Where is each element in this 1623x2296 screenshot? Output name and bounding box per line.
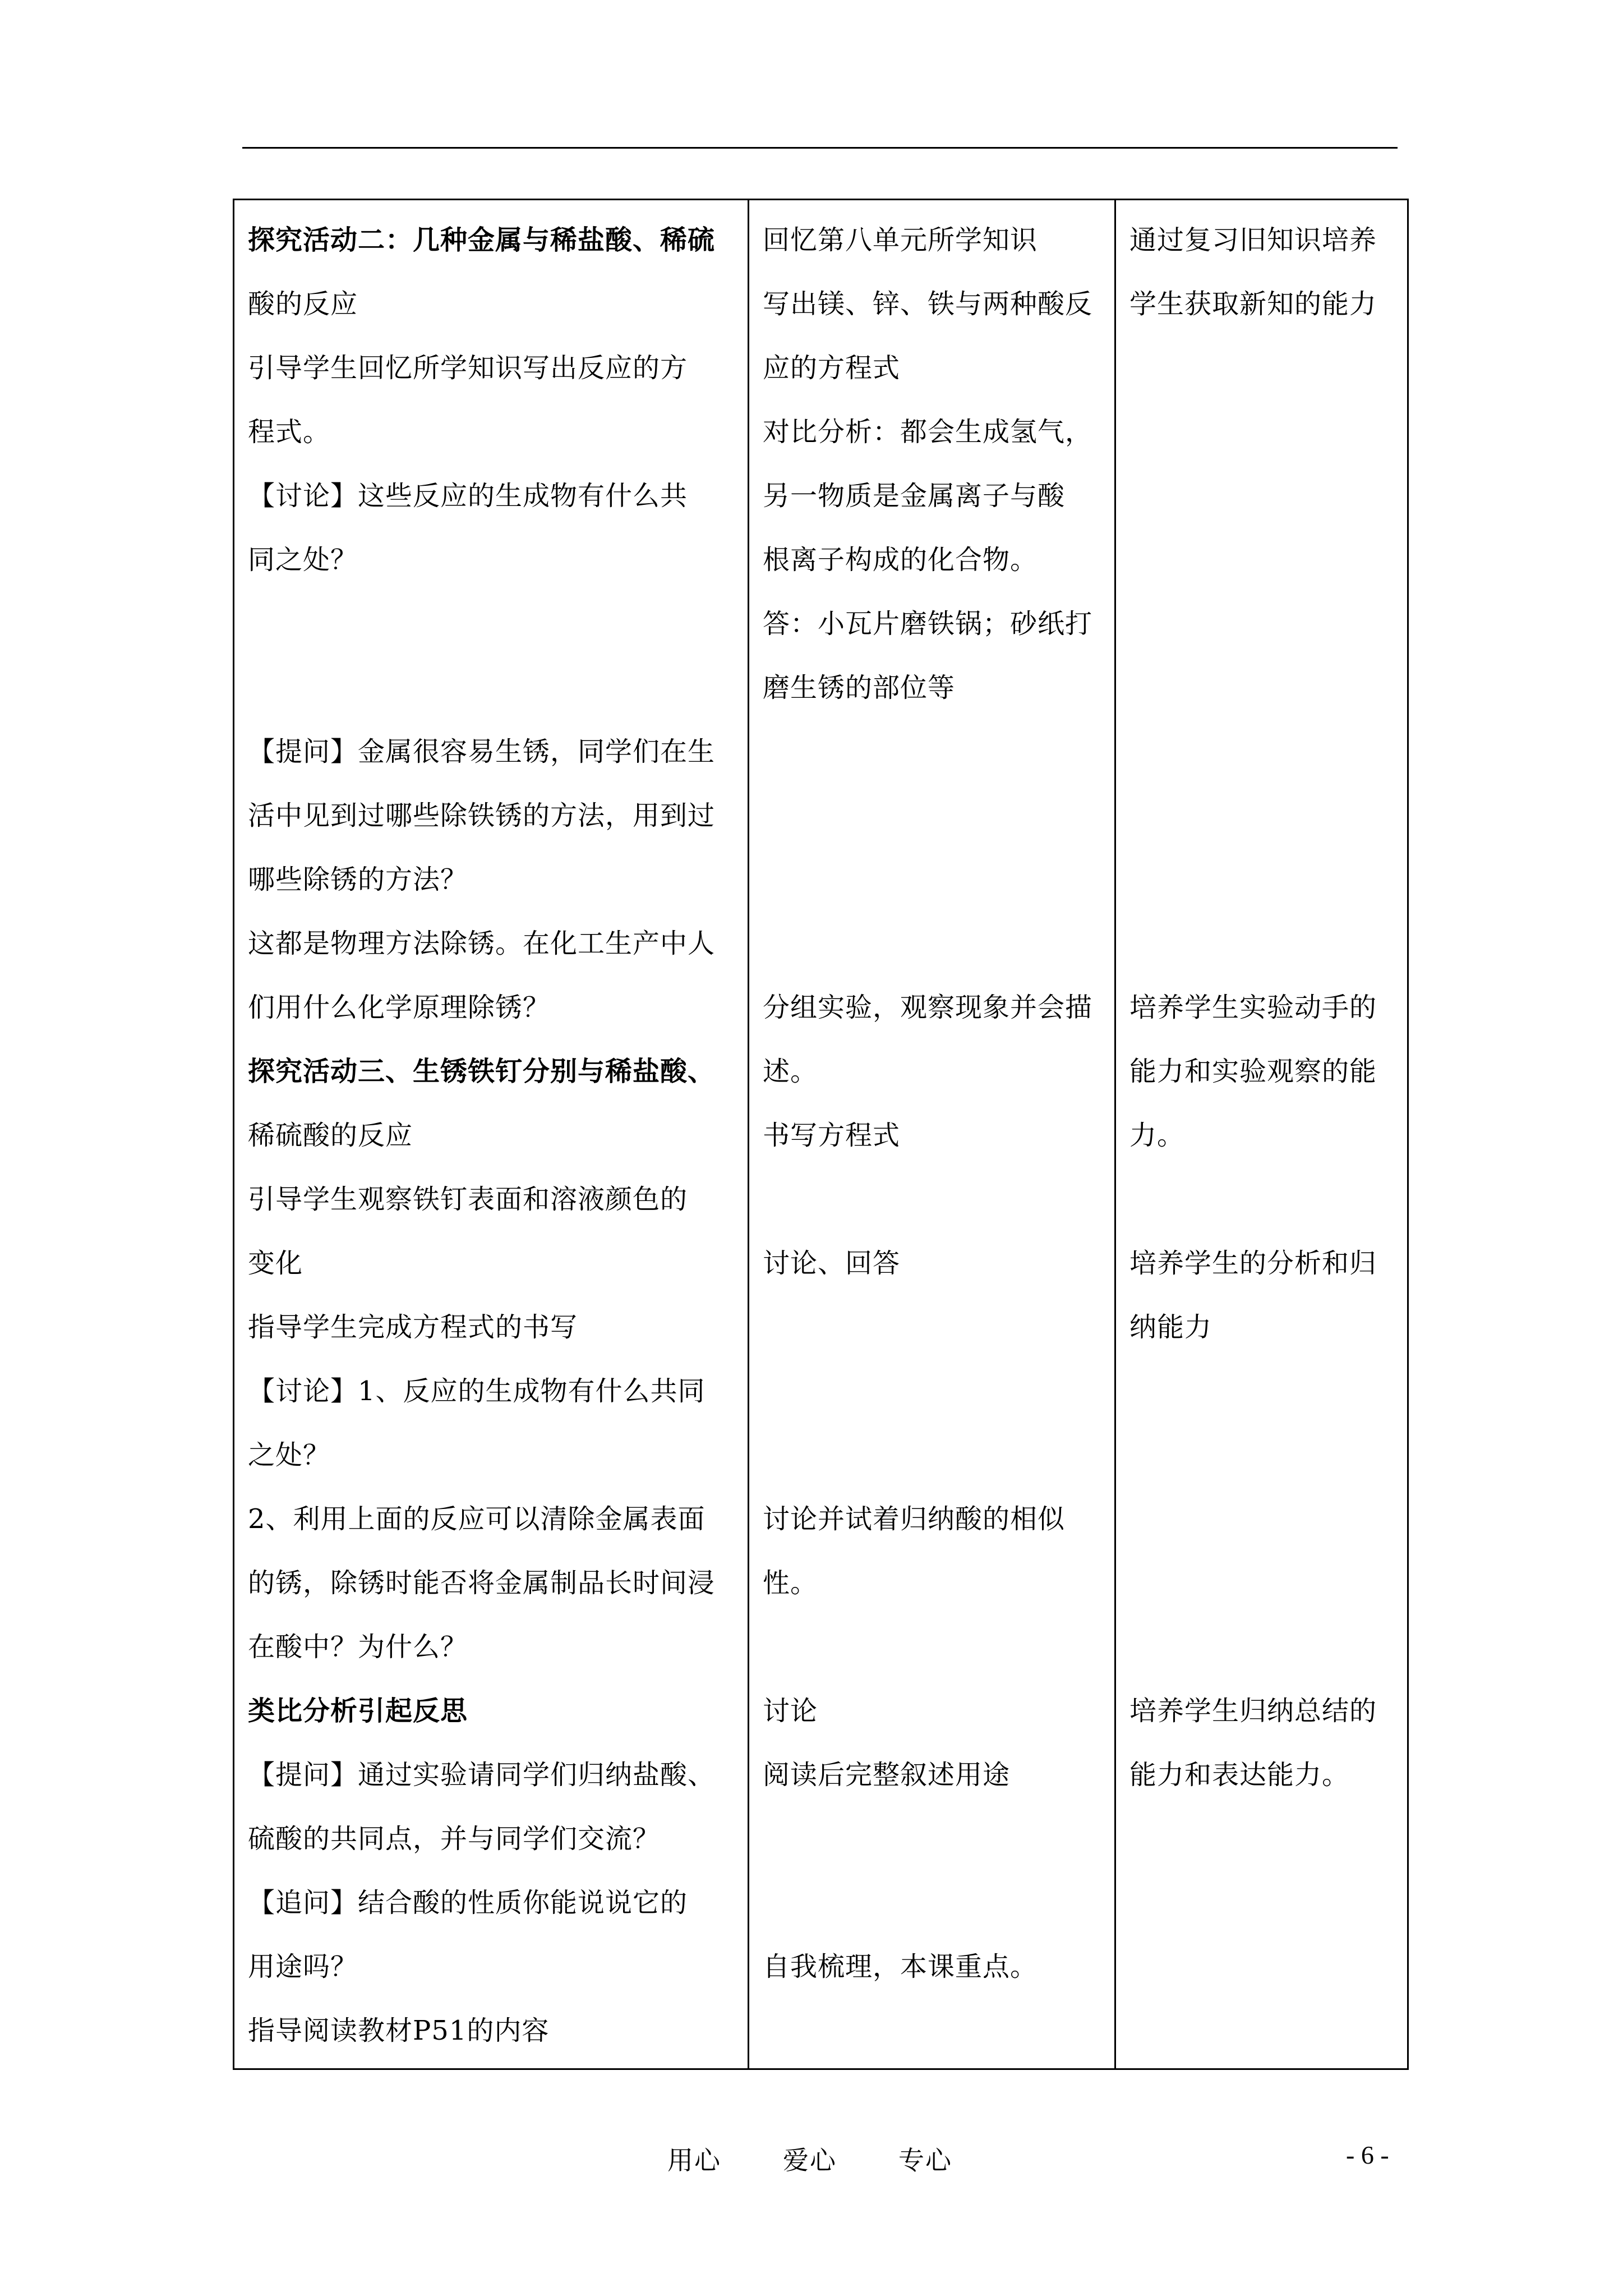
col2-line: 讨论并试着归纳酸的相似: [763, 1503, 1066, 1535]
col3-line: 培养学生归纳总结的: [1129, 1695, 1377, 1727]
col2-line: [763, 1359, 1101, 1423]
col1-line: 类比分析引起反思: [248, 1695, 468, 1727]
col1-line: 这都是物理方法除锈。在化工生产中人: [248, 928, 716, 959]
col3-line: 培养学生实验动手的: [1129, 992, 1377, 1023]
col2-line: 性。: [763, 1567, 818, 1599]
col3-line: [1129, 592, 1394, 656]
col3-line: [1129, 912, 1394, 976]
col2-line: [763, 1807, 1101, 1871]
col2-line: [763, 912, 1101, 976]
col3-line: 能力和实验观察的能: [1129, 1056, 1377, 1087]
col2-line: 述。: [763, 1056, 818, 1087]
col3-line: [1129, 1935, 1394, 1999]
col1-line: 在酸中？为什么？: [248, 1631, 468, 1663]
col2-line: [763, 1999, 1101, 2063]
col1-line: 【讨论】1、反应的生成物有什么共同: [248, 1375, 706, 1407]
col2-line: [763, 1295, 1101, 1359]
col2-line: 书写方程式: [763, 1120, 901, 1151]
col2-line: [763, 1871, 1101, 1935]
col3-line: [1129, 1999, 1394, 2063]
col1-line: 们用什么化学原理除锈？: [248, 992, 551, 1023]
col3-line: 能力和表达能力。: [1129, 1759, 1350, 1791]
col3-line: [1129, 1423, 1394, 1487]
col2-line: [763, 720, 1101, 784]
col1-line: 【讨论】这些反应的生成物有什么共: [248, 480, 688, 512]
col3-line: [1129, 400, 1394, 464]
col1-line: 探究活动二：几种金属与稀盐酸、稀硫: [248, 224, 716, 256]
design-intent-cell: [1115, 200, 1408, 2069]
col3-line: [1129, 1359, 1394, 1423]
col1-line: 指导阅读教材P51的内容: [248, 2015, 550, 2046]
footer-motto-1: 用心: [667, 2145, 721, 2175]
col2-line: [763, 1423, 1101, 1487]
col3-line: [1129, 1807, 1394, 1871]
col1-line: 【追问】结合酸的性质你能说说它的: [248, 1887, 688, 1918]
col2-line: 写出镁、锌、铁与两种酸反: [763, 288, 1093, 320]
col2-line: [763, 848, 1101, 912]
col3-line: [1129, 720, 1394, 784]
col1-line: 【提问】金属很容易生锈，同学们在生: [248, 736, 716, 767]
col3-line: [1129, 464, 1394, 528]
col1-line: 程式。: [248, 416, 331, 448]
col3-line: [1129, 848, 1394, 912]
col3-line: [1129, 336, 1394, 400]
col1-line: 【提问】通过实验请同学们归纳盐酸、: [248, 1759, 716, 1791]
col2-line: 讨论: [763, 1695, 818, 1727]
col1-line: 指导学生完成方程式的书写: [248, 1312, 578, 1343]
page-number: - 6 -: [1346, 2141, 1389, 2169]
col2-line: [763, 1167, 1101, 1231]
col1-line: 活中见到过哪些除铁锈的方法，用到过: [248, 800, 716, 831]
col2-line: 自我梳理，本课重点。: [763, 1951, 1038, 1982]
lesson-plan-table: [233, 199, 1409, 2070]
col1-line: 2、利用上面的反应可以清除金属表面: [248, 1503, 706, 1535]
col1-line: 变化: [248, 1248, 303, 1279]
col1-line: 同之处？: [248, 544, 358, 576]
col3-line: 纳能力: [1129, 1312, 1212, 1343]
col1-line: 引导学生观察铁钉表面和溶液颜色的: [248, 1184, 688, 1215]
col1-line: 的锈，除锈时能否将金属制品长时间浸: [248, 1567, 716, 1599]
col2-line: 回忆第八单元所学知识: [763, 224, 1038, 256]
col3-line: 力。: [1129, 1120, 1185, 1151]
footer-motto: [667, 2140, 952, 2177]
table-row: [234, 200, 1408, 2069]
col3-line: 通过复习旧知识培养: [1129, 224, 1377, 256]
col1-line: 哪些除锈的方法？: [248, 864, 468, 895]
col2-line: [763, 1615, 1101, 1679]
col1-line: [248, 656, 734, 720]
col1-line: 稀硫酸的反应: [248, 1120, 413, 1151]
col1-line: 硫酸的共同点，并与同学们交流？: [248, 1823, 661, 1855]
col1-line: 之处？: [248, 1439, 331, 1471]
col1-line: 酸的反应: [248, 288, 358, 320]
col3-line: 学生获取新知的能力: [1129, 288, 1377, 320]
col2-line: 磨生锈的部位等: [763, 672, 956, 703]
col2-line: 根离子构成的化合物。: [763, 544, 1038, 576]
teacher-activity-cell: [234, 200, 749, 2069]
col1-line: 引导学生回忆所学知识写出反应的方: [248, 352, 688, 384]
col2-line: 答：小瓦片磨铁锅；砂纸打: [763, 608, 1093, 639]
col1-line: [248, 592, 734, 656]
col3-line: [1129, 656, 1394, 720]
col3-line: [1129, 528, 1394, 592]
col2-line: 分组实验，观察现象并会描: [763, 992, 1093, 1023]
col3-line: [1129, 1551, 1394, 1615]
col3-line: [1129, 1871, 1394, 1935]
col3-line: [1129, 1615, 1394, 1679]
student-activity-cell: [749, 200, 1115, 2069]
col2-line: 对比分析：都会生成氢气，: [763, 416, 1093, 448]
col3-line: [1129, 1487, 1394, 1551]
col2-line: 阅读后完整叙述用途: [763, 1759, 1011, 1791]
col2-line: 讨论、回答: [763, 1248, 901, 1279]
col3-line: [1129, 784, 1394, 848]
col2-line: [763, 784, 1101, 848]
col2-line: 另一物质是金属离子与酸: [763, 480, 1066, 512]
col3-line: [1129, 1167, 1394, 1231]
col2-line: 应的方程式: [763, 352, 901, 384]
col3-line: 培养学生的分析和归: [1129, 1248, 1377, 1279]
col1-line: 用途吗？: [248, 1951, 358, 1982]
col1-line: 探究活动三、生锈铁钉分别与稀盐酸、: [248, 1056, 716, 1087]
header-rule: [242, 147, 1398, 149]
footer-motto-3: 专心: [898, 2145, 952, 2175]
footer-motto-2: 爱心: [783, 2145, 837, 2175]
